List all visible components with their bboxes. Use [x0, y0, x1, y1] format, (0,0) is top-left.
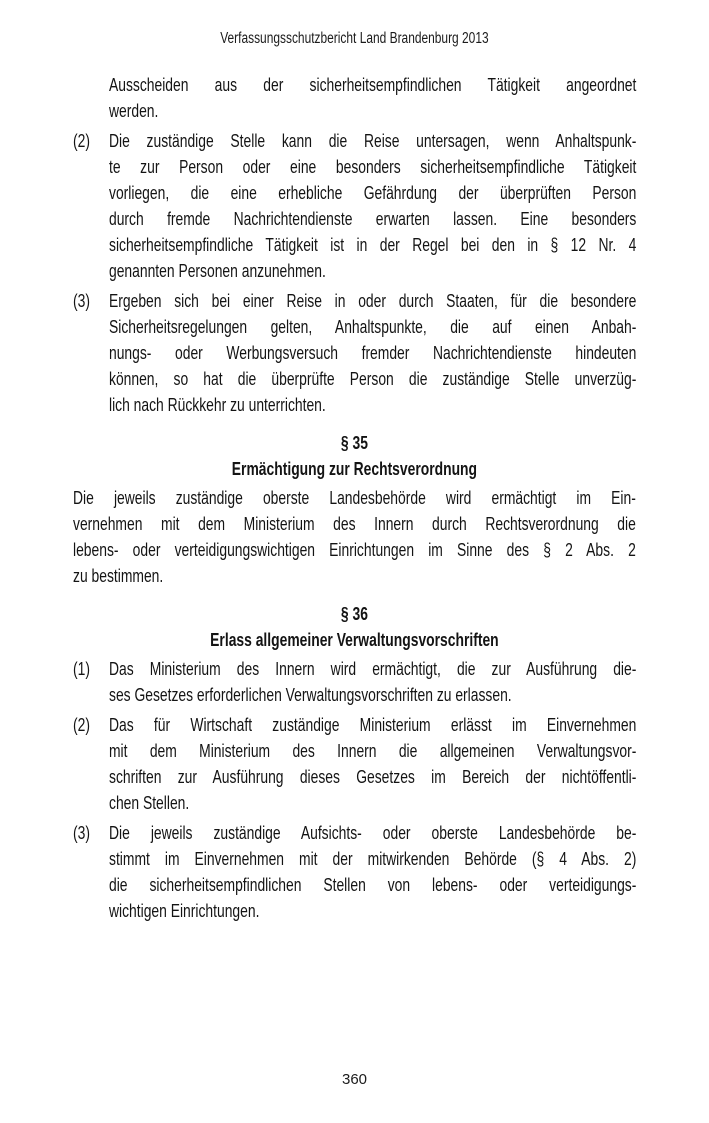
heading-line: § 36 [340, 604, 368, 624]
text-line: Das für Wirtschaft zuständige Ministerium erlässt im Einvernehmen [109, 715, 637, 735]
item-number: (2) [73, 715, 90, 735]
list-item [73, 72, 636, 124]
text-line: ses Gesetzes erforderlichen Verwaltungsvorschriften zu erlassen. [109, 685, 512, 705]
text-line: stimmt im Einvernehmen mit der mitwirkenden Behörde (§ 4 Abs. 2) [109, 849, 637, 869]
heading-line: Ermächtigung zur Rechtsverordnung [231, 459, 478, 479]
section-heading [73, 601, 636, 653]
text-line: die sicherheitsempfindlichen Stellen von lebens- oder verteidigungs- [109, 875, 637, 895]
page-number: 360 [341, 1071, 368, 1088]
text-line: te zur Person oder eine besonders sicherheitsempfindliche Tätigkeit [109, 157, 637, 177]
item-number: (3) [73, 823, 90, 843]
text-line: vernehmen mit dem Ministerium des Innern durch Rechtsverordnung die [73, 514, 636, 534]
text-line: Das Ministerium des Innern wird ermächtigt, die zur Ausführung die- [109, 659, 637, 679]
list-item [73, 820, 636, 924]
text-line: schriften zur Ausführung dieses Gesetzes im Bereich der nichtöffentli- [109, 767, 637, 787]
paragraph [73, 485, 636, 589]
section-heading [73, 430, 636, 482]
item-number: (1) [73, 659, 90, 679]
document-content [73, 72, 636, 928]
text-line: sicherheitsempfindliche Tätigkeit ist in der Regel bei den in § 12 Nr. 4 [109, 235, 637, 255]
text-line: mit dem Ministerium des Innern die allgemeinen Verwaltungsvor- [109, 741, 637, 761]
text-line: Die zuständige Stelle kann die Reise untersagen, wenn Anhaltspunk- [109, 131, 637, 151]
text-line: genannten Personen anzunehmen. [109, 261, 326, 281]
text-line: Ergeben sich bei einer Reise in oder durch Staaten, für die besondere [109, 291, 637, 311]
list-item [73, 288, 636, 418]
item-number [73, 72, 109, 98]
heading-line: § 35 [340, 433, 368, 453]
running-header-text: Verfassungsschutzbericht Land Brandenburg 2013 [220, 30, 489, 47]
list-item [73, 128, 636, 284]
text-line: Die jeweils zuständige Aufsichts- oder oberste Landesbehörde be- [109, 823, 637, 843]
text-line: vorliegen, die eine erhebliche Gefährdung der überprüften Person [109, 183, 637, 203]
text-line: nungs- oder Werbungsversuch fremder Nachrichtendienste hindeuten [109, 343, 637, 363]
text-line: Sicherheitsregelungen gelten, Anhaltspunkte, die auf einen Anbah- [109, 317, 637, 337]
item-number: (3) [73, 291, 90, 311]
text-line: chen Stellen. [109, 793, 190, 813]
heading-line: Erlass allgemeiner Verwaltungsvorschriften [210, 630, 499, 650]
text-line: Die jeweils zuständige oberste Landesbehörde wird ermächtigt im Ein- [73, 488, 636, 508]
text-line: werden. [109, 101, 159, 121]
list-item [73, 712, 636, 816]
text-line: Ausscheiden aus der sicherheitsempfindlichen Tätigkeit angeordnet [109, 75, 637, 95]
item-number: (2) [73, 131, 90, 151]
text-line: lebens- oder verteidigungswichtigen Einrichtungen im Sinne des § 2 Abs. 2 [73, 540, 636, 560]
text-line: wichtigen Einrichtungen. [109, 901, 260, 921]
text-line: durch fremde Nachrichtendienste erwarten lassen. Eine besonders [109, 209, 637, 229]
text-line: können, so hat die überprüfte Person die zuständige Stelle unverzüg- [109, 369, 637, 389]
running-header [73, 28, 636, 50]
list-item [73, 656, 636, 708]
text-line: lich nach Rückkehr zu unterrichten. [109, 395, 326, 415]
text-line: zu bestimmen. [73, 566, 164, 586]
